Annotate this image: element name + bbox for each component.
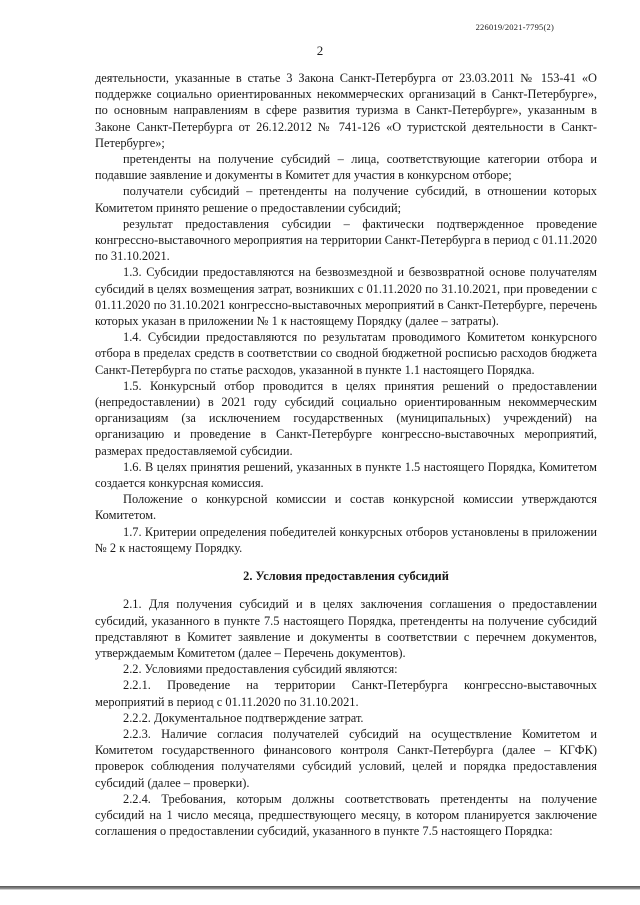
paragraph: 1.5. Конкурсный отбор проводится в целях принятия решений о предоставлении (непредоставлении) в 2021 году субсидий социально ориентированным некоммерческим организациям (за исключением государственных (муниципальных) учреждений) на организацию и проведение в Санкт-Петербурге конгрессно-выставочных мероприятий, размерах предоставляемой субсидии. (95, 378, 597, 458)
paragraph: 1.4. Субсидии предоставляются по результатам проводимого Комитетом конкурсного отбора в пределах средств в соответствии со сводной бюджетной росписью расходов бюджета Санкт-Петербурга по статье расходов, указанной в пункте 1.1 настоящего Порядка. (95, 330, 597, 377)
paragraph: 2.2. Условиями предоставления субсидий являются: (123, 662, 398, 677)
page-number: 2 (316, 43, 324, 58)
paragraph: деятельности, указанные в статье 3 Закона Санкт-Петербурга от 23.03.2011 № 153-41 «О поддержке социально ориентированных некоммерческих организаций в Санкт-Петербурге», по основным направлениям в сфере развития туризма в Санкт-Петербурге», указанным в Законе Санкт-Петербурга от 26.12.2012 № 741-126 «О туристской деятельности в Санкт-Петербурге»; (95, 71, 597, 150)
section-heading: 2. Условия предоставления субсидий (243, 569, 449, 584)
paragraph: получатели субсидий – претенденты на получение субсидий, в отношении которых Комитетом принято решение о предоставлении субсидий; (95, 184, 597, 215)
paragraph: 2.1. Для получения субсидий и в целях заключения соглашения о предоставлении субсидий, указанного в пункте 7.5 настоящего Порядка, претенденты на получение субсидий представляют в Комитет заявление и документы в соответствии с перечнем документов, утверждаемым Комитетом (далее – Перечень документов). (95, 597, 597, 660)
scan-bottom-edge-shadow (0, 889, 640, 890)
paragraph: 2.2.1. Проведение на территории Санкт-Петербурга конгрессно-выставочных мероприятий в период с 01.11.2020 по 31.10.2021. (95, 678, 597, 709)
paragraph: 2.2.4. Требования, которым должны соответствовать претенденты на получение субсидий на 1 число месяца, предшествующего месяцу, в котором планируется заключение соглашения о предоставлении субсидий, указанного в пункте 7.5 настоящего Порядка: (95, 791, 597, 839)
paragraph: 1.7. Критерии определения победителей конкурсных отборов установлены в приложении № 2 к настоящему Порядку. (95, 524, 597, 555)
paragraph: 2.2.2. Документальное подтверждение затрат. (123, 710, 364, 725)
paragraph: Положение о конкурсной комиссии и состав конкурсной комиссии утверждаются Комитетом. (95, 492, 597, 523)
paragraph: 1.3. Субсидии предоставляются на безвозмездной и безвозвратной основе получателям субсидий в целях возмещения затрат, возникших с 01.11.2020 по 31.10.2021, при проведении с 01.11.2020 по 31.10.2021 конгрессно-выставочных мероприятий в Санкт-Петербурге, перечень которых указан в приложении № 1 к настоящему Порядку (далее – затраты). (95, 265, 597, 329)
document-id: 226019/2021-7795(2) (475, 22, 554, 32)
paragraph: 2.2.3. Наличие согласия получателей субсидий на осуществление Комитетом и Комитетом государственного финансового контроля Санкт-Петербурга (далее – КГФК) проверок соблюдения получателями субсидий условий, целей и порядка предоставления субсидий (далее – проверки). (95, 726, 597, 790)
paragraph: 1.6. В целях принятия решений, указанных в пункте 1.5 настоящего Порядка, Комитетом создается конкурсная комиссия. (95, 459, 597, 491)
paragraph: результат предоставления субсидии – фактически подтвержденное проведение конгрессно-выставочного мероприятия на территории Санкт-Петербурга в период с 01.11.2020 по 31.10.2021. (95, 216, 597, 264)
paragraph: претенденты на получение субсидий – лица, соответствующие категории отбора и подавшие заявление и документы в Комитет для участия в конкурсном отборе; (95, 152, 597, 183)
document-body (95, 70, 597, 839)
